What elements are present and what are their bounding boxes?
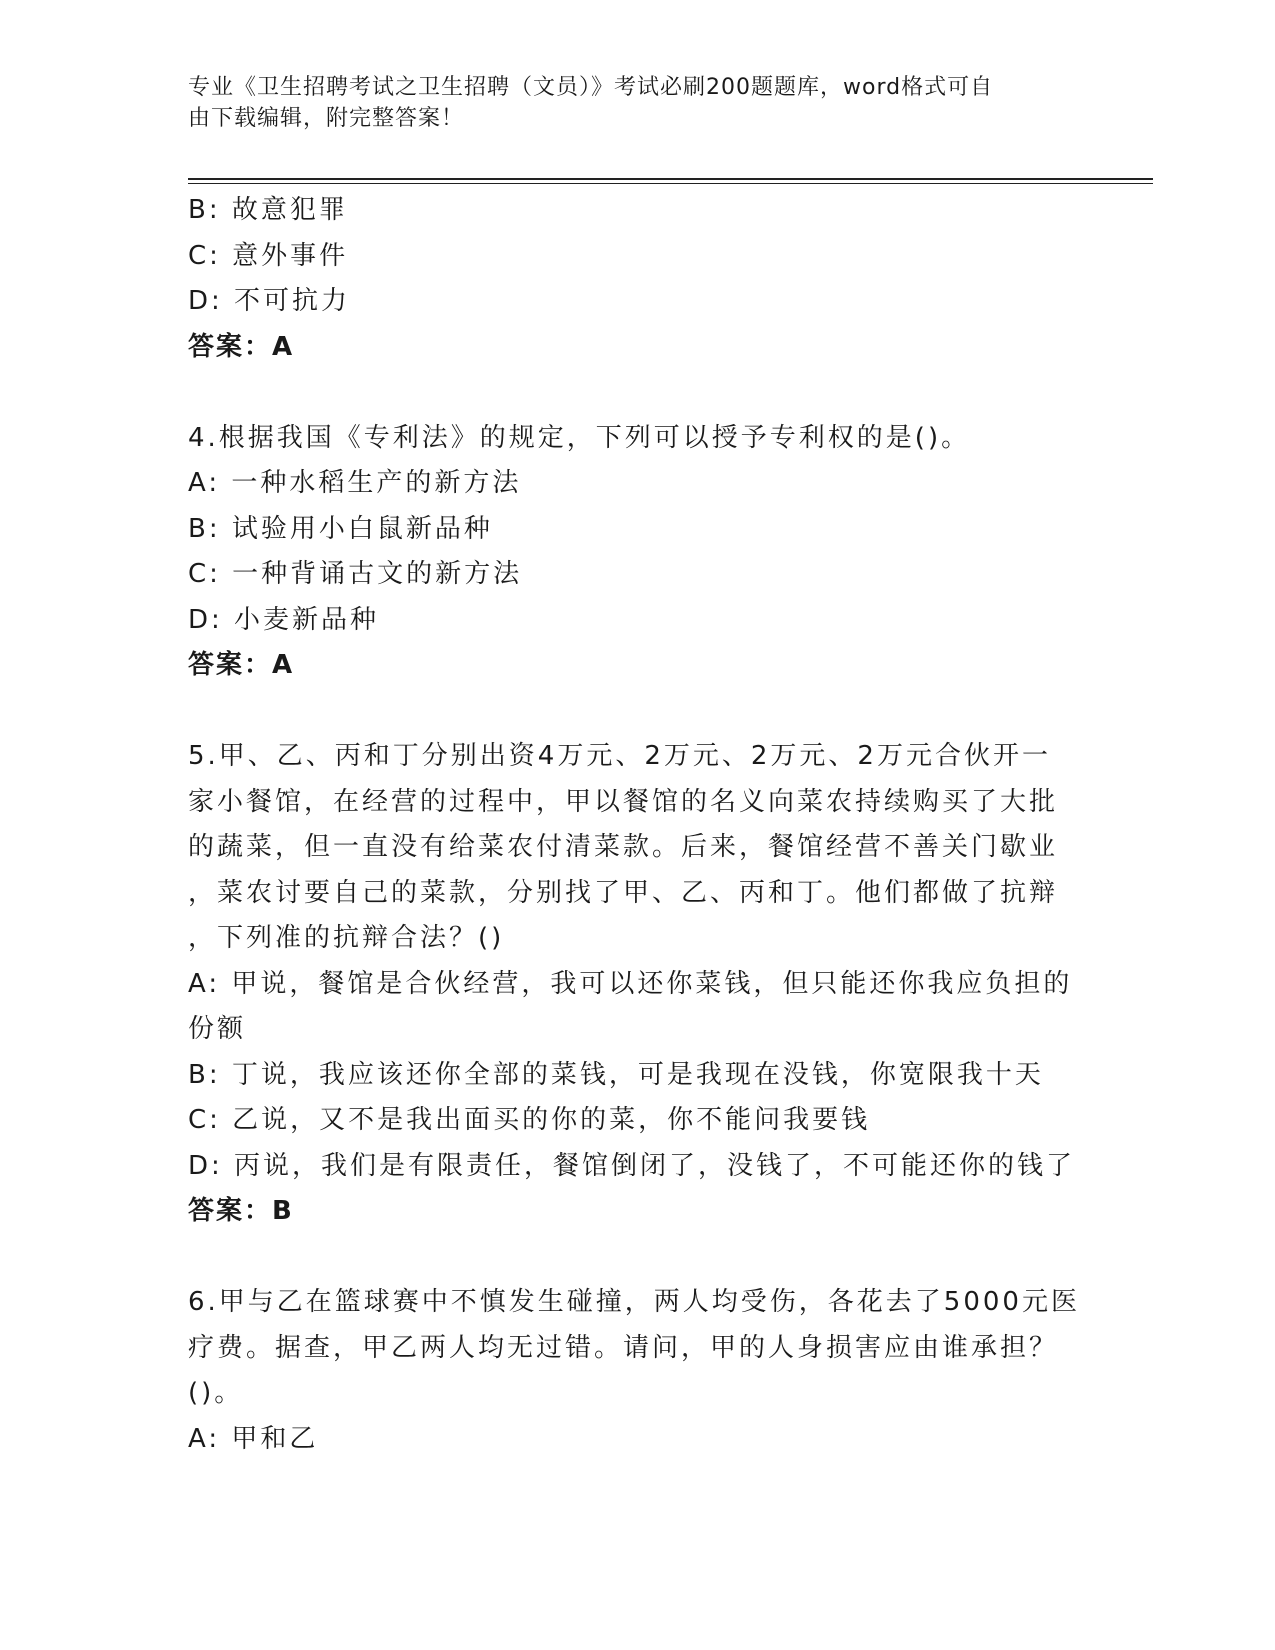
q5-option-b: B: 丁说，我应该还你全部的菜钱，可是我现在没钱，你宽限我十天 (188, 1059, 1044, 1090)
q6-stem-line-3: ()。 (188, 1378, 244, 1408)
spacer (188, 370, 1088, 416)
question-4 (188, 416, 1088, 689)
q4-stem: 4.根据我国《专利法》的规定，下列可以授予专利权的是()。 (188, 422, 971, 453)
question-5 (188, 734, 1088, 1235)
q5-stem-line-3: 的蔬菜，但一直没有给菜农付清菜款。后来，餐馆经营不善关门歇业 (188, 832, 1059, 862)
spacer (188, 689, 1088, 735)
q4-option-c: C: 一种背诵古文的新方法 (188, 559, 523, 589)
q5-option-a-line-2: 份额 (188, 1014, 247, 1044)
q5-option-d: D: 丙说，我们是有限责任，餐馆倒闭了，没钱了，不可能还你的钱了 (188, 1150, 1076, 1181)
q3-answer: 答案：A (188, 331, 295, 362)
question-list (188, 188, 1088, 1462)
header-divider-thin (188, 183, 1153, 184)
q5-stem-line-1: 5.甲、乙、丙和丁分别出资4万元、2万元、2万元、2万元合伙开一 (188, 741, 1051, 771)
q3-option-b: B: 故意犯罪 (188, 195, 348, 225)
question-3-fragment (188, 188, 1088, 370)
question-6 (188, 1280, 1088, 1462)
q5-answer: 答案：B (188, 1196, 294, 1226)
q5-option-a-line-1: A: 甲说，餐馆是合伙经营，我可以还你菜钱，但只能还你我应负担的 (188, 968, 1073, 999)
q5-stem-line-4: ，菜农讨要自己的菜款，分别找了甲、乙、丙和丁。他们都做了抗辩 (188, 877, 1059, 908)
header-line-2: 由下载编辑，附完整答案！ (188, 106, 465, 131)
q5-option-c: C: 乙说，又不是我出面买的你的菜，你不能问我要钱 (188, 1105, 871, 1135)
q6-stem-line-1: 6.甲与乙在篮球赛中不慎发生碰撞，两人均受伤，各花去了5000元医 (188, 1287, 1080, 1317)
q5-stem-line-2: 家小餐馆，在经营的过程中，甲以餐馆的名义向菜农持续购买了大批 (188, 786, 1059, 817)
q5-stem-line-5: ，下列准的抗辩合法？() (188, 923, 505, 953)
header-divider-thick (188, 178, 1153, 180)
q4-option-b: B: 试验用小白鼠新品种 (188, 513, 493, 544)
header-line-1: 专业《卫生招聘考试之卫生招聘（文员）》考试必刷200题题库，word格式可自 (188, 75, 994, 100)
q3-option-c: C: 意外事件 (188, 240, 349, 271)
q6-option-a: A: 甲和乙 (188, 1423, 319, 1454)
document-header (188, 72, 1068, 134)
q6-stem-line-2: 疗费。据查，甲乙两人均无过错。请问，甲的人身损害应由谁承担？ (188, 1332, 1059, 1363)
q4-option-d: D: 小麦新品种 (188, 604, 380, 635)
q4-option-a: A: 一种水稻生产的新方法 (188, 468, 522, 498)
q3-option-d: D: 不可抗力 (188, 286, 351, 316)
q4-answer: 答案：A (188, 650, 295, 680)
spacer (188, 1235, 1088, 1281)
